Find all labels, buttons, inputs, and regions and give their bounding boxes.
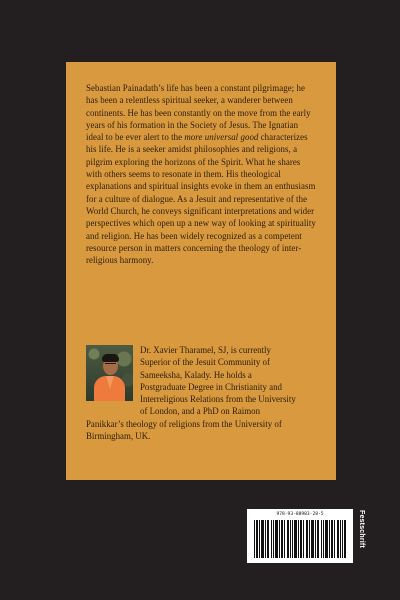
author-photo [86, 345, 133, 401]
isbn-barcode-box [247, 509, 353, 563]
author-bio-line-4: Postgraduate Degree in Christianity and [140, 381, 282, 392]
author-bio-line-5: Interreligious Relations from the University [140, 394, 296, 405]
festschrift-spine-label: Festschrift [358, 510, 365, 548]
book-description-italic: more universal good [184, 132, 259, 143]
photo-glasses [105, 363, 116, 367]
book-description [86, 82, 316, 266]
author-bio-line-1: Dr. Xavier Tharamel, SJ, is currently [140, 345, 271, 355]
photo-hair [102, 354, 119, 362]
author-bio-line-7: Panikkar’s theology of religions from the University of [86, 418, 282, 429]
isbn-number: 978-93-88983-28-5 [276, 512, 324, 517]
book-description-part-2: characterizes his life. He is a seeker amidst philosophies and religions, a pilgrim exploring the horizons of the Spirit. What he shares with others seems to resonate in them. His theological explanations and spiritual insights evoke in them an enthusiasm for a culture of dialogue. As a Jesuit and representative of the World Church, he conveys significant interpretations and wider perspectives which open up a new way of looking at spirituality and religion. He has been widely recognized as a competent resource person in matters concerning the theology of inter-religious harmony. [86, 132, 316, 266]
author-bio-line-8: Birmingham, UK. [86, 431, 151, 442]
author-bio-line-3: Sameeksha, Kalady. He holds a [140, 369, 252, 380]
author-bio-line-2: Superior of the Jesuit Community of [140, 357, 270, 368]
author-bio-line-6: of London, and a PhD on Raimon [140, 406, 261, 417]
barcode-icon [254, 520, 346, 558]
book-description-part-1: Sebastian Painadath’s life has been a constant pilgrimage; he has been a relentless spiritual seeker, a wanderer between continents. He has been constantly on the move from the early years of his formation in the Society of Jesus. The Ignatian ideal to be ever alert to the [86, 83, 311, 143]
author-biography [86, 344, 316, 442]
